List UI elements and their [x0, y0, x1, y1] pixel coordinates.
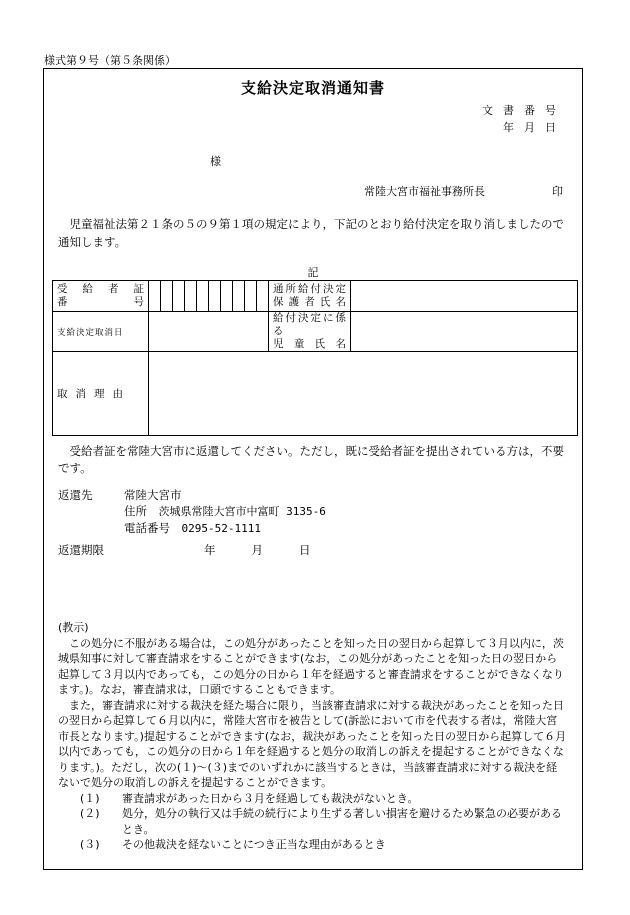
return-destination — [58, 487, 326, 537]
digit-cell[interactable] — [197, 281, 209, 312]
return-notice: 受給者証を常陸大宮市に返還してください。ただし，既に受給者証を提出されている方は，不要です。 — [58, 444, 564, 475]
address-value: 茨城県常陸大宮市中富町 3135-6 — [158, 505, 326, 518]
ki-heading: 記 — [307, 266, 319, 279]
deadline-day: 日 — [299, 543, 311, 557]
digit-cell[interactable] — [221, 281, 233, 312]
table-row — [53, 352, 578, 436]
reason-value[interactable] — [149, 352, 578, 436]
digit-cell[interactable] — [257, 281, 269, 312]
teaching-section — [58, 620, 568, 853]
cancel-date-value[interactable] — [149, 312, 269, 352]
address-label: 住所 — [124, 504, 147, 518]
digit-cell[interactable] — [173, 281, 185, 312]
document-number-label: 文書番号 — [482, 104, 566, 117]
document-frame — [43, 68, 583, 870]
digit-cell[interactable] — [161, 281, 173, 312]
digit-cell[interactable] — [233, 281, 245, 312]
guardian-label: 通所給付決定 保護者氏名 — [269, 281, 351, 312]
digit-cell[interactable] — [185, 281, 197, 312]
phone-label: 電話番号 — [124, 521, 170, 535]
digit-cell[interactable] — [209, 281, 221, 312]
phone-value: 0295-52-1111 — [181, 522, 261, 535]
guardian-value[interactable] — [351, 281, 578, 312]
digit-cell[interactable] — [245, 281, 257, 312]
table-row — [53, 281, 578, 312]
seal-mark: 印 — [552, 185, 563, 198]
list-item: (２) 処分，処分の執行又は手続の続行により生ずる著しい損害を避けるため緊急の必要があるとき。 — [80, 807, 562, 836]
cancel-date-label: 支給決定取消日 — [53, 312, 149, 352]
list-item: (３) その他裁決を経ないことにつき正当な理由があるとき — [80, 838, 386, 851]
form-reference: 様式第９号（第５条関係） — [44, 54, 176, 67]
recipient-cert-label: 受給者証 番号 — [53, 281, 149, 312]
document-date-label: 年月日 — [503, 121, 566, 134]
table-row — [53, 312, 578, 352]
issuer-name: 常陸大宮市福祉事務所長 — [364, 185, 485, 198]
teaching-heading: (教示) — [58, 621, 89, 634]
deadline-month: 月 — [251, 543, 263, 557]
document-title: 支給決定取消通知書 — [240, 79, 385, 97]
teaching-paragraph-1: この処分に不服がある場合は，この処分があったことを知った日の翌日から起算して３月以内に，茨城県知事に対して審査請求をすることができます(なお，この処分があったことを知った日の翌日から起算して３月以内であっても，この処分の日から１年を経過すると審査請求をすることができなくなります。)。なお，審査請求は，口頭ですることもできます。 — [58, 636, 564, 696]
digit-cell[interactable] — [149, 281, 161, 312]
deadline-label: 返還期限 — [58, 543, 104, 557]
deadline-year: 年 — [204, 543, 216, 557]
details-table — [52, 280, 578, 436]
child-label: 給付決定に係る 児童氏名 — [269, 312, 351, 352]
list-item: (１) 審査請求があった日から３月を経過しても裁決がないとき。 — [80, 791, 419, 805]
return-deadline — [58, 542, 311, 558]
child-value[interactable] — [351, 312, 578, 352]
teaching-paragraph-2: また，審査請求に対する裁決を経た場合に限り，当該審査請求に対する裁決があったことを知った日の翌日から起算して６月以内に，常陸大宮市を被告として(訴訟において市を代表する者は，常陸大宮市長となります。)提起することができます(なお，裁決があったことを知った日の翌日から起算して６月以内であっても，この処分の日から１年を経過すると処分の取消しの訴えを提起することができなくなります。)。ただし，次の(１)～(３)までのいずれかに該当するときは，当該審査請求に対する裁決を経ないで処分の取消しの訴えを提起することができます。 — [58, 698, 567, 789]
intro-paragraph: 児童福祉法第２１条の５の９第１項の規定により，下記のとおり給付決定を取り消しましたので通知します。 — [58, 217, 564, 249]
return-name: 常陸大宮市 — [124, 488, 182, 502]
addressee-suffix: 様 — [210, 155, 221, 168]
reason-label: 取消理由 — [53, 352, 149, 436]
return-label: 返還先 — [58, 488, 93, 502]
